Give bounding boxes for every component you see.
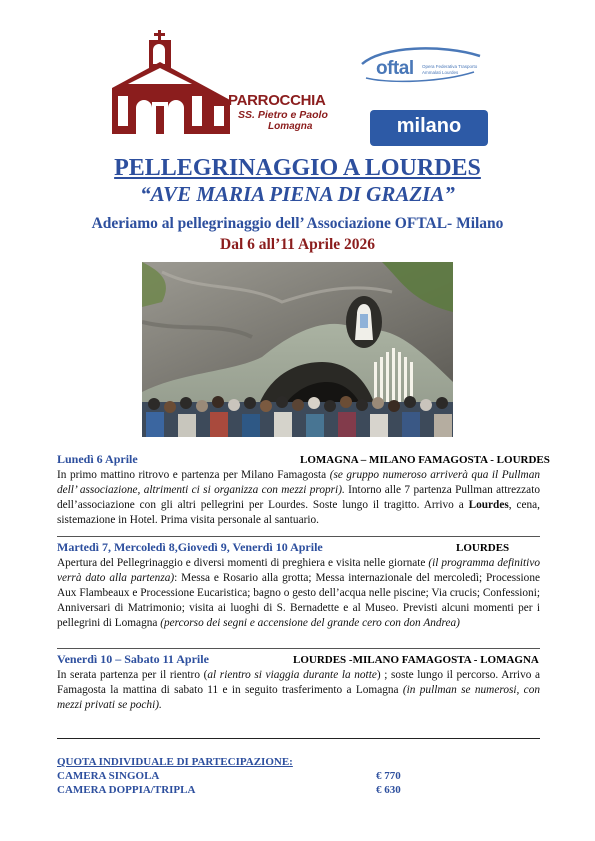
divider xyxy=(57,536,540,537)
text-segment: (il programma definitivo verrà dato alla partenza) xyxy=(57,557,540,584)
day1-description xyxy=(57,468,540,528)
page-title: PELLEGRINAGGIO A LOURDES xyxy=(114,155,481,181)
day1-heading: Lunedì 6 Aprile xyxy=(57,452,138,466)
text-segment: Lourdes xyxy=(468,499,509,511)
page-subtitle: “AVE MARIA PIENA DI GRAZIA” xyxy=(140,182,455,206)
day2-heading: Martedì 7, Mercoledì 8,Giovedì 9, Venerdì 10 Aprile xyxy=(57,540,323,554)
oftal-tagline: Opera Federativa Trasporto Ammalati Lourdes xyxy=(422,64,478,75)
text-segment: (se gruppo numeroso arriverà qua il Pullman dell’ associazione, altrimenti ci si organizza con mezzi propri). xyxy=(57,469,540,496)
text-segment: (percorso dei segni e accensione del grande cero con don Andrea) xyxy=(160,617,460,629)
text-segment: Intorno alle 7 partenza Pullman attrezzato dell’associazione con gli altri pellegrini per Lourdes. Soste lungo il tragitto. Arrivo a xyxy=(57,484,540,511)
date-line: Dal 6 all’11 Aprile 2026 xyxy=(220,236,375,253)
price-value-double: € 630 xyxy=(376,784,401,796)
day2-description xyxy=(57,556,540,631)
divider xyxy=(57,738,540,739)
oftal-name: oftal xyxy=(376,58,414,79)
oftal-city: milano xyxy=(396,115,462,137)
day3-heading: Venerdì 10 – Sabato 11 Aprile xyxy=(57,652,209,666)
day2-route: LOURDES xyxy=(456,542,510,554)
parish-location: Lomagna xyxy=(268,121,313,132)
parish-logo xyxy=(108,24,338,144)
divider xyxy=(57,648,540,649)
grotto-photo xyxy=(142,262,453,437)
text-segment: ) ; soste lungo il percorso. Arrivo a Famagosta la mattina di sabato 11 e in seguito trasferimento a Lomagna xyxy=(57,669,541,696)
text-segment: In primo mattino ritrovo e partenza per Milano Famagosta xyxy=(57,469,330,481)
milano-badge xyxy=(370,110,488,146)
parish-name: PARROCCHIA xyxy=(228,92,326,109)
day3-description xyxy=(57,668,540,713)
price-label-single: CAMERA SINGOLA xyxy=(57,770,160,782)
text-segment: Apertura del Pellegrinaggio e diversi momenti di preghiera e visita nelle giornate xyxy=(57,557,429,569)
text-segment: al rientro si viaggia durante la notte xyxy=(207,669,377,681)
oftal-logo xyxy=(352,44,488,148)
parish-subtitle: SS. Pietro e Paolo xyxy=(238,109,328,121)
text-segment: , cena, sistemazione in Hotel. Prima visita personale al santuario. xyxy=(57,499,540,526)
text-segment: In serata partenza per il rientro ( xyxy=(57,669,208,681)
text-segment: (in pullman se numerosi, con mezzi privati se pochi). xyxy=(57,684,540,711)
day1-route: LOMAGNA – MILANO FAMAGOSTA - LOURDES xyxy=(300,454,550,466)
price-value-single: € 770 xyxy=(376,770,401,782)
text-segment: : Messa e Rosario alla grotta; Messa internazionale del mercoledì; Processione Aux Flambeaux e Processione Eucaristica; bagno o gesto dell’acqua nelle piscine; Via crucis; Confessioni; Anniversari di Matrimonio; visita ai luoghi di S. Bernadette e al Museo. Previsti alcuni momenti per i pellegrini di Lomagna xyxy=(57,572,540,629)
church-icon xyxy=(108,24,238,136)
day3-route: LOURDES -MILANO FAMAGOSTA - LOMAGNA xyxy=(293,654,539,666)
association-line: Aderiamo al pellegrinaggio dell’ Associazione OFTAL- Milano xyxy=(91,215,504,232)
pricing-heading: QUOTA INDIVIDUALE DI PARTECIPAZIONE: xyxy=(57,756,293,768)
price-label-double: CAMERA DOPPIA/TRIPLA xyxy=(57,784,196,796)
